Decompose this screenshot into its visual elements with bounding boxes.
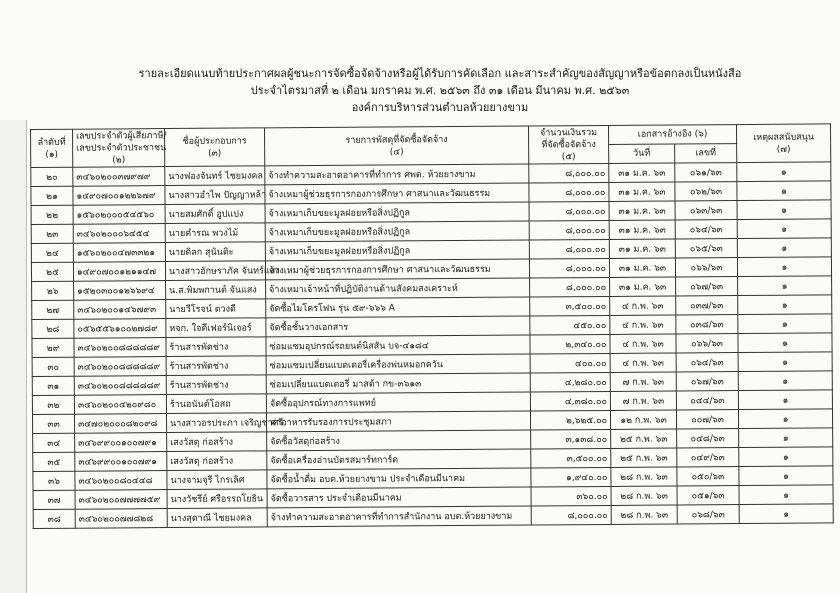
cell-reason: ๑ [739, 447, 833, 467]
cell-vendor: นายดิลก สุนันติะ [165, 242, 265, 262]
cell-ref-date: ๔ ก.พ. ๖๓ [610, 334, 676, 353]
cell-amount: ๔,๓๘๐.๐๐ [530, 391, 610, 411]
cell-amount: ๘,๐๐๐.๐๐ [529, 163, 609, 183]
cell-ref-date: ๔ ก.พ. ๖๓ [610, 296, 676, 315]
cell-reason: ๑ [739, 504, 833, 524]
cell-item: จ้างเหมาเก็บขยะมูลฝอยหรือสิ่งปฏิกูล [265, 240, 529, 261]
cell-vendor: เสงวัสดุ ก่อสร้าง [167, 432, 267, 452]
cell-ref-no: ๐๖๘/๖๓ [677, 505, 739, 524]
cell-reason: ๑ [738, 390, 832, 410]
cell-taxid: ๓๔๖๐๒๐๐๘๘๘๘๘๙ [74, 357, 166, 377]
cell-item: จัดซื้อวารสาร ประจำเดือนมีนาคม [267, 487, 531, 508]
cell-no: ๒๕ [31, 262, 73, 281]
cell-item: ซ่อมเปลี่ยนแบตเตอรี่ มาสด้า กข-๓๖๑๓ [266, 373, 530, 394]
cell-ref-date: ๔ ก.พ. ๖๓ [610, 315, 676, 334]
cell-amount: ๓,๕๐๐.๐๐ [531, 448, 611, 468]
cell-taxid: ๓๔๖๙๙๐๐๑๐๐๗๙๑ [75, 452, 167, 472]
report-period: ประจำไตรมาสที่ ๒ เดือน มกราคม พ.ศ. ๒๕๖๓ ถึง ๓๑ เดือน มีนาคม พ.ศ. ๒๕๖๓ [250, 84, 630, 97]
cell-ref-date: ๓๑ ม.ค. ๖๓ [610, 277, 676, 296]
cell-item: จ้างทำความสะอาดอาคารที่ทำการสำนักงาน อบต.ห้วยยางขาม [267, 506, 531, 527]
cell-item: จ้างทำความสะอาดอาคารที่ทำการ ศพด. ห้วยยางขาม [265, 164, 529, 185]
cell-amount: ๘,๐๐๐.๐๐ [529, 239, 609, 259]
cell-ref-date: ๒๕ ก.พ. ๖๓ [611, 429, 677, 448]
cell-ref-no: ๐๖๔/๖๓ [675, 220, 737, 239]
cell-vendor: นางสาวอรประภา เจริญชาศรี [166, 413, 266, 433]
cell-reason: ๑ [738, 352, 832, 372]
cell-no: ๓๕ [33, 452, 75, 471]
cell-vendor: นางสาวอักษราภัค จันทร์แสง [165, 261, 265, 281]
cell-ref-date: ๓๑ ม.ค. ๖๓ [609, 258, 675, 277]
cell-amount: ๑,๙๔๐.๐๐ [531, 467, 611, 487]
cell-no: ๓๗ [33, 490, 75, 509]
cell-vendor: ร้านสารพัดช่าง [166, 337, 266, 357]
cell-ref-no: ๐๖๖/๖๓ [675, 258, 737, 277]
cell-taxid: ๓๔๖๐๒๐๐๗๗๗๗๕๙ [75, 490, 167, 510]
cell-no: ๓๘ [33, 509, 75, 528]
col-header-no: ลำดับที่ (๑) [31, 129, 73, 167]
cell-amount: ๔,๒๘๐.๐๐ [530, 372, 610, 392]
cell-reason: ๑ [737, 200, 831, 220]
cell-ref-date: ๗ ก.พ. ๖๓ [610, 372, 676, 391]
cell-item: ซ่อมแซมเปลี่ยนแบตเตอรี่เครื่องพ่นหมอกควัน [266, 354, 530, 375]
cell-vendor: นายคำรณ พวงไม้ [165, 223, 265, 243]
cell-taxid: ๑๔๙๐๗๐๐๑๒๑๑๔๗ [73, 262, 165, 282]
cell-no: ๒๑ [31, 186, 73, 205]
cell-reason: ๑ [737, 219, 831, 239]
cell-taxid: ๐๕๖๕๕๖๑๐๐๒๗๘๙ [74, 319, 166, 339]
cell-reason: ๑ [738, 314, 832, 334]
cell-ref-no: ๐๖๑/๖๓ [675, 163, 737, 182]
cell-vendor: นางฟองจันทร์ ไชยมงคล [165, 166, 265, 186]
cell-no: ๒๒ [31, 205, 73, 224]
cell-amount: ๓๖๐.๐๐ [531, 486, 611, 506]
cell-reason: ๑ [739, 428, 833, 448]
cell-ref-no: ๐๔๔/๖๓ [676, 391, 738, 410]
cell-amount: ๘,๐๐๐.๐๐ [529, 182, 609, 202]
cell-reason: ๑ [738, 333, 832, 353]
col-header-amount: จำนวนเงินรวม ที่จัดซื้อจัดจ้าง (๕) [528, 125, 608, 164]
cell-item: ค่าอาหารรับรองการประชุมสภา [266, 411, 530, 432]
cell-vendor: เสงวัสดุ ก่อสร้าง [167, 451, 267, 471]
cell-ref-no: ๐๐๗/๖๓ [676, 410, 738, 429]
cell-amount: ๒,๖๒๕.๐๐ [530, 410, 610, 430]
procurement-table [30, 123, 834, 529]
cell-item: จ้างเหมาเก็บขยะมูลฝอยหรือสิ่งปฏิกูล [265, 221, 529, 242]
cell-taxid: ๓๔๗๐๒๐๐๐๘๒๐๙๘ [74, 414, 166, 434]
cell-taxid: ๓๔๖๐๒๐๐๔๒๐๙๘๐ [74, 395, 166, 415]
cell-taxid: ๓๔๖๐๒๐๐๗๗๘๒๘ [75, 509, 167, 529]
cell-vendor: นางจามจุรี ไกรเลิศ [167, 470, 267, 490]
cell-amount: ๒,๓๔๐.๐๐ [530, 334, 610, 354]
cell-reason: ๑ [737, 181, 831, 201]
cell-vendor: นายสมศักดิ์ อูปแปง [165, 204, 265, 224]
cell-ref-date: ๓๑ ม.ค. ๖๓ [609, 239, 675, 258]
cell-reason: ๑ [738, 276, 832, 296]
col-header-reason: เหตุผลสนับสนุน (๗) [736, 124, 830, 163]
cell-amount: ๘,๐๐๐.๐๐ [530, 277, 610, 297]
cell-reason: ๑ [738, 295, 832, 315]
col-header-item: รายการพัสดุที่จัดซื้อจัดจ้าง (๔) [264, 126, 528, 166]
cell-vendor: นางวัชรีย์ ศรีอรรถโยธิน [167, 489, 267, 509]
cell-no: ๓๖ [33, 471, 75, 490]
cell-taxid: ๓๔๖๐๒๐๐๓๗๙๗๙ [73, 167, 165, 187]
cell-reason: ๑ [737, 257, 831, 277]
cell-no: ๒๖ [32, 281, 74, 300]
cell-no: ๒๓ [31, 224, 73, 243]
cell-ref-no: ๐๔๙/๖๓ [677, 448, 739, 467]
col-header-reference: เอกสารอ้างอิง (๖) [608, 125, 736, 145]
cell-ref-no: ๐๕๐/๖๓ [677, 467, 739, 486]
cell-item: จ้างเหมาเก็บขยะมูลฝอยหรือสิ่งปฏิกูล [265, 202, 529, 223]
cell-taxid: ๑๔๙๐๗๐๐๑๒๒๖๗๙ [73, 186, 165, 206]
cell-ref-no: ๐๖๗/๖๓ [676, 277, 738, 296]
cell-ref-date: ๓๑ ม.ค. ๖๓ [609, 182, 675, 201]
cell-reason: ๑ [737, 162, 831, 182]
cell-amount: ๓,๕๐๐.๐๐ [530, 296, 610, 316]
cell-no: ๒๐ [31, 167, 73, 186]
cell-taxid: ๑๕๖๐๒๐๐๔๗๓๓๒๑ [73, 243, 165, 263]
cell-taxid: ๓๔๖๐๒๐๐๐๖๔๕๔ [73, 224, 165, 244]
cell-ref-no: ๐๖๕/๖๓ [675, 239, 737, 258]
cell-reason: ๑ [739, 466, 833, 486]
col-header-ref-date: วันที่ [609, 144, 675, 163]
cell-item: จ้างเหมาผู้ช่วยธุรการกองการศึกษา ศาสนาและวัฒนธรรม [265, 259, 529, 280]
report-title: รายละเอียดแนบท้ายประกาศผลผู้ชนะการจัดซื้อจัดจ้างหรือผู้ได้รับการคัดเลือก และสาระสำคัญของสัญญาหรือข้อตกลงเป็นหนังสือ [138, 67, 742, 80]
cell-vendor: นางสาวอำไพ ปัญญาหล้า [165, 185, 265, 205]
cell-vendor: ร้านสารพัดช่าง [166, 375, 266, 395]
table-body [31, 162, 834, 529]
cell-item: จัดซื้ออุปกรณ์ทางการแพทย์ [266, 392, 530, 413]
cell-ref-date: ๓๑ ม.ค. ๖๓ [609, 201, 675, 220]
cell-taxid: ๓๔๖๙๙๐๐๑๐๐๗๙๑ [75, 433, 167, 453]
cell-vendor: นายวีโรจน์ ตวงดี [166, 299, 266, 319]
cell-ref-date: ๒๘ ก.พ. ๖๓ [611, 486, 677, 505]
cell-ref-no: ๐๔๘/๖๓ [677, 429, 739, 448]
cell-amount: ๘,๐๐๐.๐๐ [531, 505, 611, 525]
cell-item: จัดซื้อเครื่องอ่านบัตรสมาร์ทการ์ด [267, 449, 531, 470]
cell-amount: ๘,๐๐๐.๐๐ [529, 258, 609, 278]
cell-taxid: ๓๔๖๐๒๐๐๘๘๘๘๘๙ [74, 338, 166, 358]
cell-vendor: ร้านสารพัดช่าง [166, 356, 266, 376]
cell-taxid: ๑๕๒๐๓๐๐๑๒๖๖๙๔ [74, 281, 166, 301]
cell-ref-date: ๒๘ ก.พ. ๖๓ [611, 505, 677, 524]
cell-ref-no: ๐๕๑/๖๓ [677, 486, 739, 505]
cell-ref-no: ๐๖๗/๖๓ [676, 372, 738, 391]
organization-name: องค์การบริหารส่วนตำบลห้วยยางขาม [351, 101, 529, 114]
cell-reason: ๑ [739, 485, 833, 505]
cell-no: ๓๑ [32, 376, 74, 395]
cell-vendor: หจก. ใจดีเฟอร์นิเจอร์ [166, 318, 266, 338]
cell-no: ๒๘ [32, 319, 74, 338]
cell-no: ๒๔ [31, 243, 73, 262]
cell-item: จัดซื้อน้ำดื่ม อบต.ห้วยยางขาม ประจำเดือนมีนาคม [267, 468, 531, 489]
cell-reason: ๑ [738, 371, 832, 391]
cell-amount: ๔๕๐.๐๐ [530, 315, 610, 335]
cell-taxid: ๓๔๖๐๒๐๐๘๘๘๘๘๙ [74, 376, 166, 396]
cell-amount: ๘,๐๐๐.๐๐ [529, 201, 609, 221]
cell-item: จัดซื้อชั้นวางเอกสาร [266, 316, 530, 337]
cell-taxid: ๓๔๖๐๒๐๐๑๔๖๗๙๓ [74, 300, 166, 320]
cell-no: ๒๗ [32, 300, 74, 319]
cell-ref-no: ๐๖๖/๖๓ [676, 334, 738, 353]
col-header-taxid: เลขประจำตัวผู้เสียภาษี/ เลขประจำตัวประชาชน (๒) [73, 129, 165, 168]
cell-ref-no: ๐๓๗/๖๓ [676, 296, 738, 315]
cell-ref-date: ๔ ก.พ. ๖๓ [610, 353, 676, 372]
cell-reason: ๑ [738, 409, 832, 429]
cell-no: ๓๐ [32, 357, 74, 376]
col-header-vendor: ชื่อผู้ประกอบการ (๓) [165, 128, 265, 167]
cell-ref-date: ๒๘ ก.พ. ๖๓ [611, 467, 677, 486]
cell-ref-date: ๓๑ ม.ค. ๖๓ [609, 163, 675, 182]
previous-page-edge [0, 120, 27, 593]
cell-item: ซ่อมแซมอุปกรณ์รถยนต์นิสสัน บจ-๔๑๘๔ [266, 335, 530, 356]
cell-vendor: ร้านอนันต์โอสถ [166, 394, 266, 414]
cell-no: ๓๒ [32, 395, 74, 414]
cell-amount: ๘,๐๐๐.๐๐ [529, 220, 609, 240]
cell-taxid: ๓๔๖๐๒๐๐๘๐๔๔๘ [75, 471, 167, 491]
cell-taxid: ๑๕๖๐๒๐๐๐๕๔๕๖๐ [73, 205, 165, 225]
cell-ref-date: ๑๒ ก.พ. ๖๓ [610, 410, 676, 429]
cell-amount: ๓,๑๓๘.๐๐ [531, 429, 611, 449]
cell-ref-no: ๐๓๘/๖๓ [676, 315, 738, 334]
cell-no: ๓๓ [32, 414, 74, 433]
cell-ref-date: ๗ ก.พ. ๖๓ [610, 391, 676, 410]
cell-item: จ้างเหมาเจ้าหน้าที่ปฏิบัติงานด้านสังคมสงเคราะห์ [266, 278, 530, 299]
cell-item: จัดซื้อไมโครโฟน รุ่น ๕๙-๖๖๖ A [266, 297, 530, 318]
cell-ref-no: ๐๖๒/๖๓ [675, 182, 737, 201]
cell-vendor: น.ส.พิมพกานต์ จันแสง [166, 280, 266, 300]
cell-reason: ๑ [737, 238, 831, 258]
cell-no: ๒๙ [32, 338, 74, 357]
cell-ref-date: ๒๕ ก.พ. ๖๓ [611, 448, 677, 467]
cell-amount: ๔๐๐.๐๐ [530, 353, 610, 373]
cell-ref-date: ๓๑ ม.ค. ๖๓ [609, 220, 675, 239]
cell-ref-no: ๐๖๔/๖๓ [676, 353, 738, 372]
cell-item: จัดซื้อวัสดุก่อสร้าง [267, 430, 531, 451]
col-header-ref-no: เลขที่ [675, 144, 737, 163]
cell-item: จ้างเหมาผู้ช่วยธุรการกองการศึกษา ศาสนาและวัฒนธรรม [265, 183, 529, 204]
cell-no: ๓๔ [33, 433, 75, 452]
cell-vendor: นางสุดาณี ไชยมงคล [167, 508, 267, 528]
cell-ref-no: ๐๖๓/๖๓ [675, 201, 737, 220]
